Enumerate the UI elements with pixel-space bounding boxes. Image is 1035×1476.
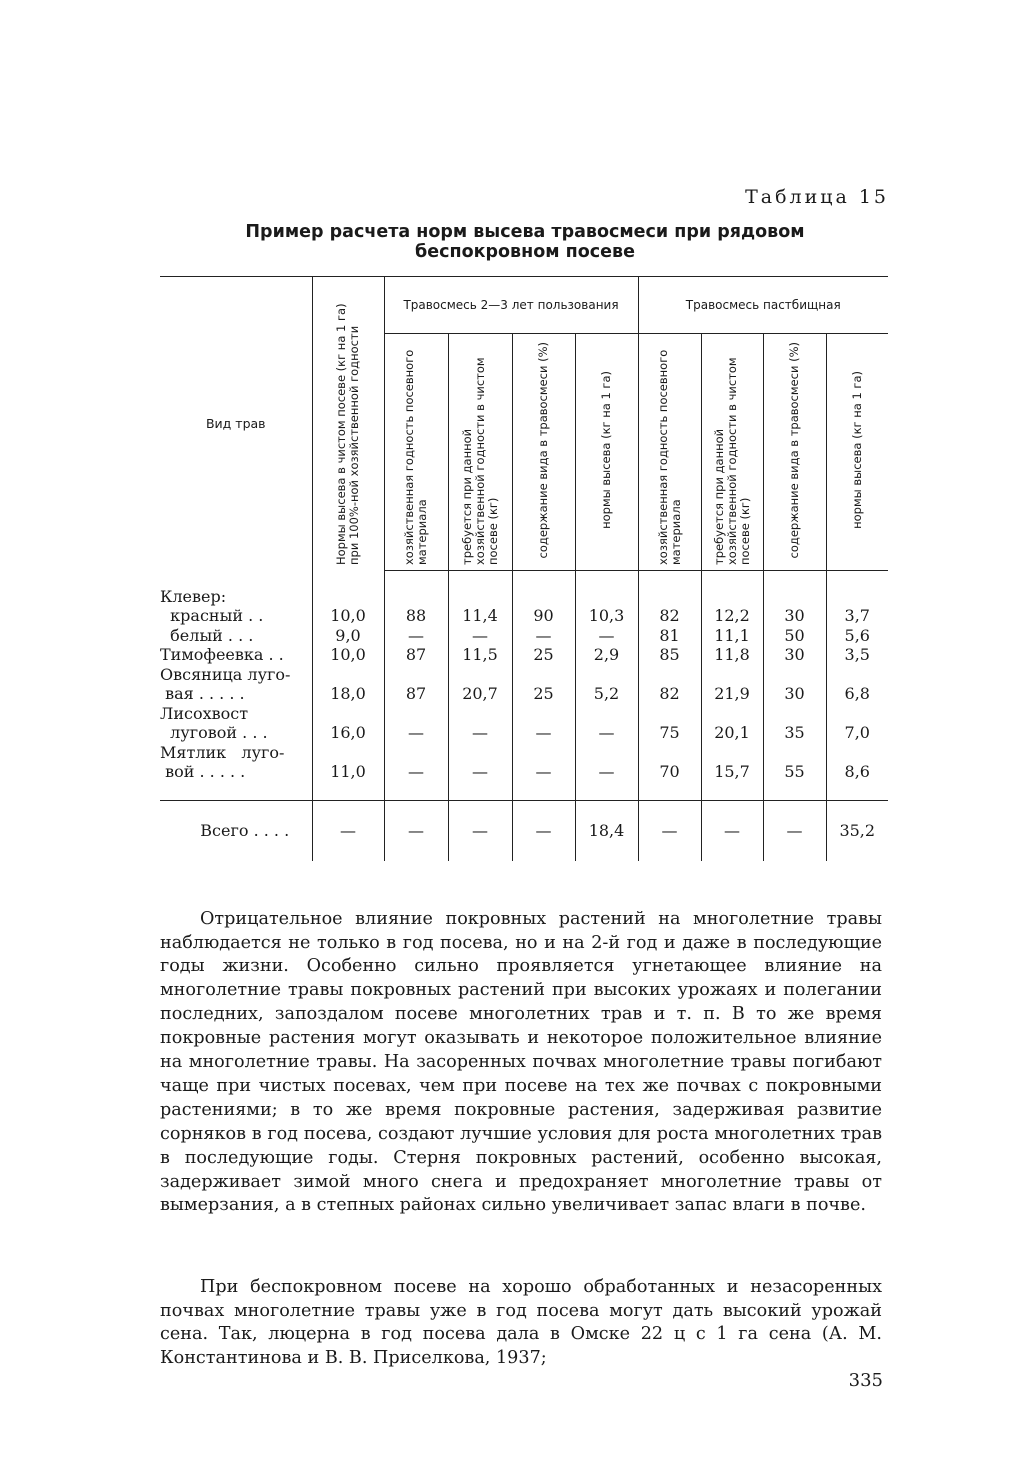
table-row: [160, 645, 888, 665]
table-label: Таблица 15: [745, 186, 889, 208]
cell: 11,4: [448, 571, 512, 626]
cell: 3,7: [826, 571, 888, 626]
cell: —: [384, 800, 448, 861]
table-title-line-2: беспокровном посеве: [415, 242, 635, 262]
cell: 9,0: [312, 626, 384, 646]
table-row: [160, 704, 888, 743]
table-title-line-1: Пример расчета норм высева травосмеси при рядовом: [245, 222, 805, 242]
table-row-total: [160, 800, 888, 861]
cell: 8,6: [826, 743, 888, 801]
cell: 81: [638, 626, 701, 646]
row-name: Лисохвост луговой . . .: [160, 703, 268, 742]
cell: —: [638, 800, 701, 861]
header-group-2-3-years: Травосмесь 2—3 лет пользования: [384, 277, 638, 334]
body-paragraph-2: При беспокровном посеве на хорошо обработанных и незасоренных почвах многолетние травы уже в год посева могут дать высокий урожай сена. Так, люцерна в год посева дала в Омске 22 ц с 1 га сена (А. М. Константинова и В. В. Приселкова, 1937;: [160, 1276, 882, 1369]
cell: 11,0: [312, 743, 384, 801]
cell: 16,0: [312, 704, 384, 743]
cell: 2,9: [575, 645, 638, 665]
cell: 20,7: [448, 665, 512, 704]
cell: 82: [638, 571, 701, 626]
cell: 25: [512, 665, 575, 704]
cell: 5,6: [826, 626, 888, 646]
cell: 10,0: [312, 571, 384, 626]
cell: 25: [512, 645, 575, 665]
row-name-total: Всего . . . .: [160, 800, 312, 861]
table-row: [160, 626, 888, 646]
cell: 7,0: [826, 704, 888, 743]
cell: 55: [763, 743, 826, 801]
cell: —: [575, 626, 638, 646]
cell: 11,5: [448, 645, 512, 665]
cell: —: [512, 800, 575, 861]
cell: —: [448, 626, 512, 646]
header-sub-2: требуется при данной хозяйственной годности в чистом посеве (кг): [448, 334, 512, 571]
cell: —: [312, 800, 384, 861]
cell: 88: [384, 571, 448, 626]
cell: 35,2: [826, 800, 888, 861]
cell: 6,8: [826, 665, 888, 704]
cell: 3,5: [826, 645, 888, 665]
cell: 5,2: [575, 665, 638, 704]
cell: 18,4: [575, 800, 638, 861]
header-sub-1: хозяйственная годность посевного материала: [384, 334, 448, 571]
cell: 90: [512, 571, 575, 626]
cell: —: [512, 626, 575, 646]
cell: —: [512, 743, 575, 801]
cell: —: [384, 743, 448, 801]
cell: —: [701, 800, 763, 861]
cell: —: [384, 626, 448, 646]
cell: 75: [638, 704, 701, 743]
cell: —: [448, 800, 512, 861]
row-name: Тимофеевка . .: [160, 645, 284, 664]
cell: 50: [763, 626, 826, 646]
header-sub-5: хозяйственная годность посевного материала: [638, 334, 701, 571]
cell: 30: [763, 571, 826, 626]
cell: 30: [763, 645, 826, 665]
header-group-pasture: Травосмесь пастбищная: [638, 277, 888, 334]
cell: 87: [384, 665, 448, 704]
row-name: Клевер: красный . .: [160, 586, 264, 625]
header-sub-7: содержание вида в травосмеси (%): [763, 334, 826, 571]
cell: 85: [638, 645, 701, 665]
header-sub-3: содержание вида в травосмеси (%): [512, 334, 575, 571]
cell: 11,8: [701, 645, 763, 665]
header-sub-6: требуется при данной хозяйственной годности в чистом посеве (кг): [701, 334, 763, 571]
cell: 20,1: [701, 704, 763, 743]
cell: 70: [638, 743, 701, 801]
cell: 10,0: [312, 645, 384, 665]
cell: —: [512, 704, 575, 743]
table-row: [160, 743, 888, 801]
seeding-rate-table: [160, 276, 888, 861]
row-name: Мятлик луго- вой . . . . .: [160, 742, 285, 781]
header-kind: Вид трав: [160, 277, 312, 571]
cell: 18,0: [312, 665, 384, 704]
header-norm-pure: Нормы высева в чистом посеве (кг на 1 га) при 100%-ной хозяйственной годности: [312, 277, 384, 571]
cell: 12,2: [701, 571, 763, 626]
cell: 21,9: [701, 665, 763, 704]
table-row: [160, 665, 888, 704]
cell: —: [448, 743, 512, 801]
row-name: Овсяница луго- вая . . . . .: [160, 664, 291, 703]
page-number: 335: [848, 1370, 883, 1391]
table-row: [160, 571, 888, 626]
cell: 30: [763, 665, 826, 704]
cell: 11,1: [701, 626, 763, 646]
row-name: белый . . .: [160, 625, 254, 645]
cell: —: [575, 743, 638, 801]
cell: 82: [638, 665, 701, 704]
cell: 10,3: [575, 571, 638, 626]
header-sub-4: нормы высева (кг на 1 га): [575, 334, 638, 571]
table-title: [160, 222, 890, 262]
header-sub-8: нормы высева (кг на 1 га): [826, 334, 888, 571]
body-paragraph-1: Отрицательное влияние покровных растений на многолетние травы наблюдается не только в год посева, но и на 2-й год и даже в последующие годы жизни. Особенно сильно проявляется угнетающее влияние на многолетние травы покровных растений при высоких урожаях и полегании последних, запоздалом посеве многолетних трав и т. п. В то же время покровные растения могут оказывать и некоторое положительное влияние на многолетние травы. На засоренных почвах многолетние травы погибают чаще при чистых посевах, чем при посеве на тех же почвах с покровными растениями; в то же время покровные растения, задерживая развитие сорняков в год посева, создают лучшие условия для роста многолетних трав в последующие годы. Стерня покровных растений, особенно высокая, задерживает зимой много снега и предохраняет многолетние травы от вымерзания, а в степных районах сильно увеличивает запас влаги в почве.: [160, 908, 882, 1216]
cell: 35: [763, 704, 826, 743]
cell: —: [575, 704, 638, 743]
cell: 15,7: [701, 743, 763, 801]
cell: 87: [384, 645, 448, 665]
cell: —: [384, 704, 448, 743]
cell: —: [763, 800, 826, 861]
cell: —: [448, 704, 512, 743]
